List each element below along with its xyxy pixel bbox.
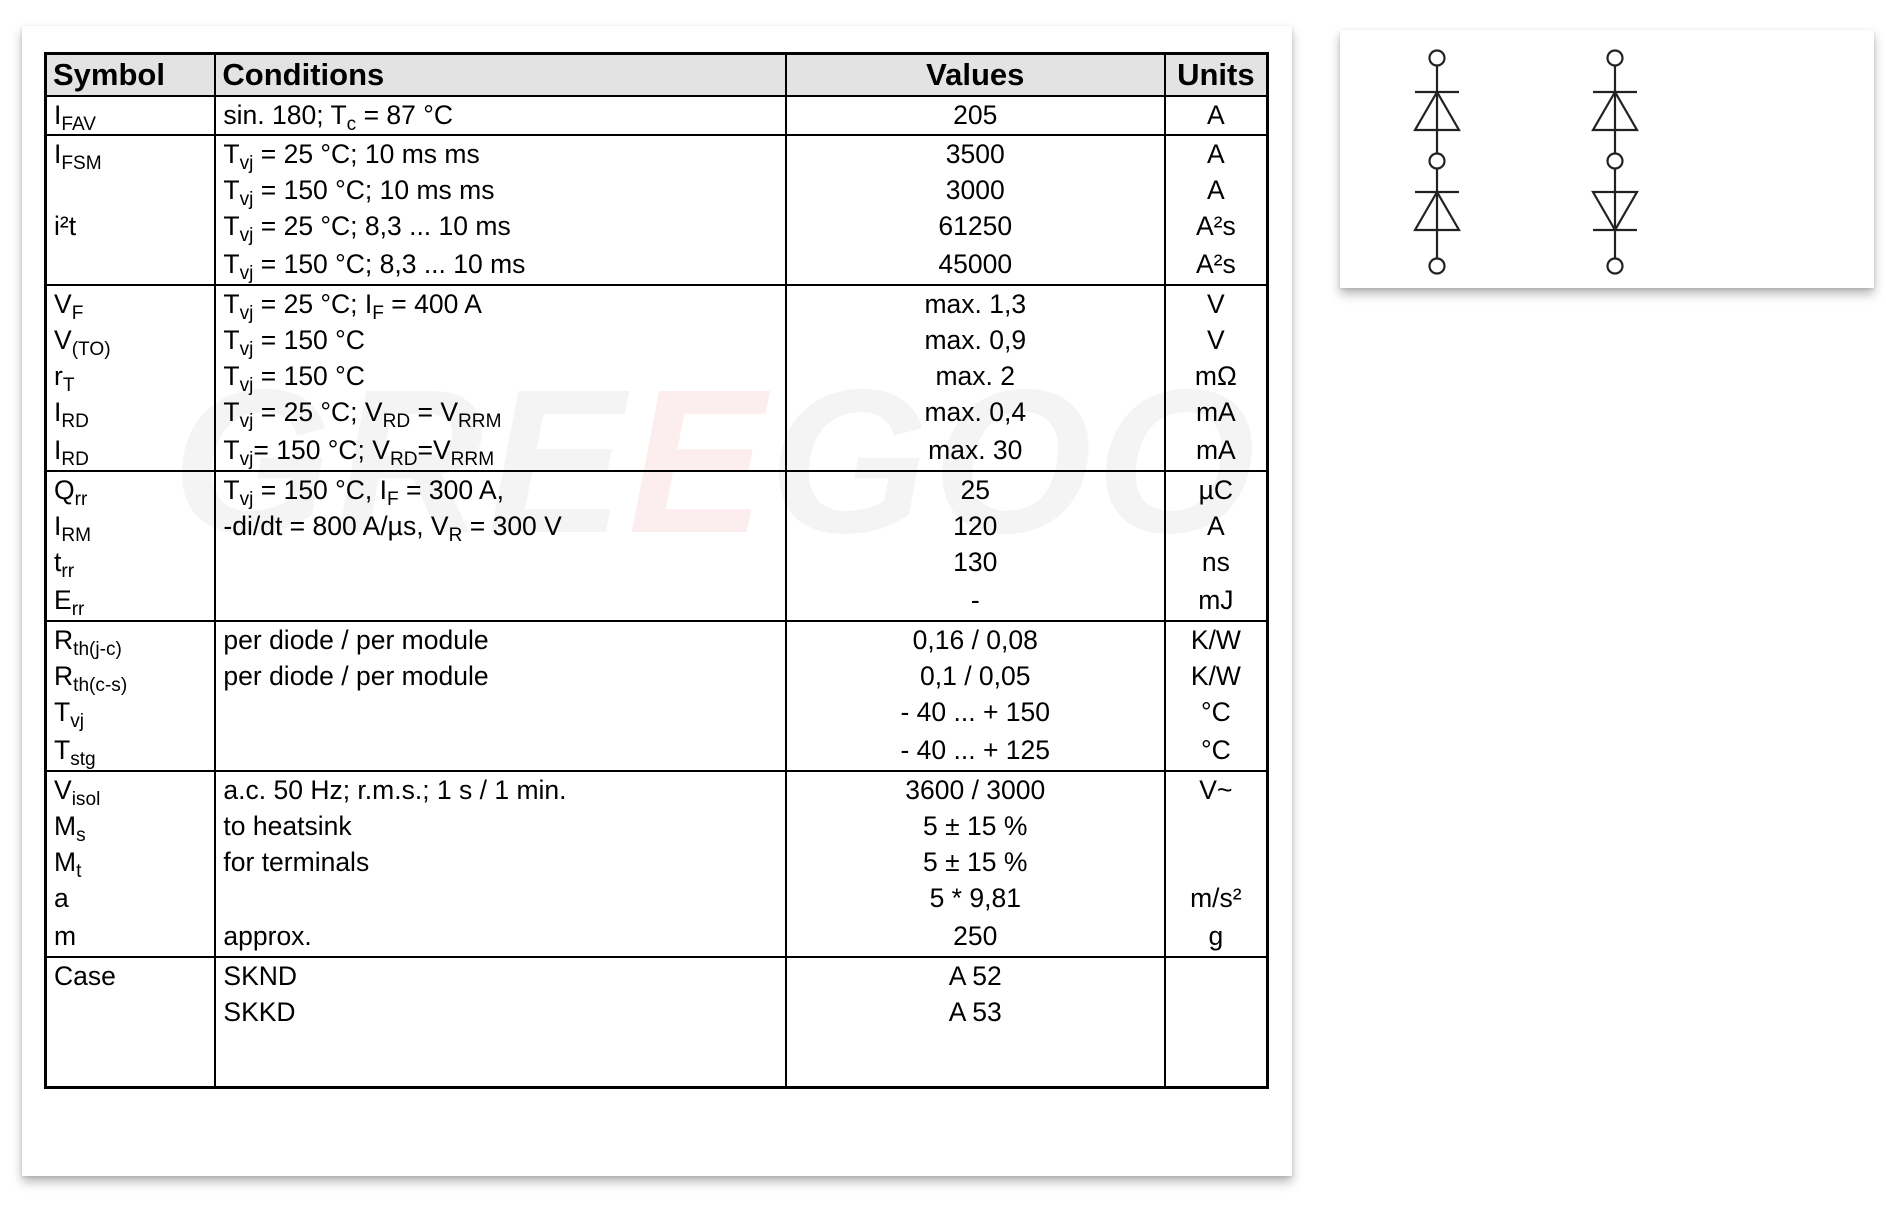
conditions-cell	[215, 471, 785, 621]
units-cell	[1165, 957, 1268, 1088]
table-row	[46, 957, 1268, 1088]
condition-text: = 150 °C; V	[253, 435, 390, 465]
symbol-main: a	[54, 883, 69, 913]
condition-text: approx.	[223, 921, 312, 951]
datasheet-table-card	[22, 26, 1292, 1176]
unit-text: A	[1207, 139, 1225, 169]
symbol-main: M	[54, 847, 77, 877]
conditions-cell	[215, 621, 785, 771]
units-cell	[1165, 621, 1268, 771]
condition-text: T	[223, 175, 240, 205]
value-text: 5 ± 15 %	[923, 811, 1028, 841]
symbol-subscript: rr	[61, 561, 75, 583]
condition-text: sin. 180; T	[223, 100, 347, 130]
condition-text: per diode / per module	[223, 661, 489, 691]
terminal-icon	[1430, 51, 1445, 66]
unit-text: V~	[1199, 775, 1233, 805]
unit-text: µC	[1198, 475, 1234, 505]
symbol-subscript: s	[76, 825, 86, 847]
condition-subscript: RD	[389, 449, 418, 471]
table-row	[46, 771, 1268, 957]
unit-text: mA	[1195, 435, 1236, 465]
symbol-main: T	[54, 697, 71, 727]
values-cell	[786, 135, 1165, 285]
condition-text: = 25 °C; 8,3 ... 10 ms	[253, 211, 511, 241]
symbol-main: Case	[54, 961, 116, 991]
value-text: 130	[953, 547, 998, 577]
value-text: -	[970, 585, 980, 615]
value-text: 0,1 / 0,05	[920, 661, 1031, 691]
symbol-main: r	[54, 361, 63, 391]
condition-text: T	[223, 249, 240, 279]
terminal-icon	[1608, 51, 1623, 66]
condition-subscript: RRM	[458, 411, 502, 433]
symbol-cell	[46, 285, 216, 471]
unit-text: mJ	[1198, 585, 1234, 615]
condition-subscript: vj	[239, 225, 254, 247]
symbol-main: m	[54, 921, 77, 951]
condition-text: = V	[410, 397, 459, 427]
units-cell	[1165, 285, 1268, 471]
condition-subscript: vj	[239, 339, 254, 361]
terminal-icon	[1608, 154, 1623, 169]
unit-text: mΩ	[1194, 361, 1237, 391]
condition-text: T	[223, 325, 240, 355]
units-cell	[1165, 135, 1268, 285]
units-cell	[1165, 771, 1268, 957]
values-cell	[786, 96, 1165, 135]
symbol-subscript: FSM	[61, 153, 102, 175]
value-text: 3000	[945, 175, 1005, 205]
condition-subscript: vj	[239, 263, 254, 285]
circuit-diagram-card	[1340, 30, 1874, 288]
symbol-cell	[46, 621, 216, 771]
condition-text: T	[223, 211, 240, 241]
condition-text: = 300 A,	[398, 475, 504, 505]
condition-text: = 25 °C; V	[253, 397, 383, 427]
symbol-subscript: isol	[71, 789, 101, 811]
condition-text: T	[223, 475, 240, 505]
symbol-subscript: RM	[61, 525, 92, 547]
unit-text: A	[1207, 511, 1225, 541]
symbol-main: T	[54, 735, 71, 765]
condition-text: = 400 A	[383, 289, 482, 319]
condition-text: T	[223, 361, 240, 391]
symbol-main: R	[54, 661, 74, 691]
terminal-icon	[1430, 259, 1445, 274]
symbol-main: V	[54, 289, 72, 319]
value-text: 5 * 9,81	[929, 883, 1021, 913]
condition-subscript: vj	[239, 153, 254, 175]
value-text: 45000	[938, 249, 1013, 279]
value-text: - 40 ... + 125	[900, 735, 1051, 765]
condition-text: = 150 °C	[253, 325, 365, 355]
symbol-main: I	[54, 139, 62, 169]
value-text: 250	[953, 921, 998, 951]
unit-text: mA	[1195, 397, 1236, 427]
condition-text: = 25 °C; 10 ms ms	[253, 139, 480, 169]
condition-text: for terminals	[223, 847, 370, 877]
symbol-main: R	[54, 625, 74, 655]
value-text: 0,16 / 0,08	[912, 625, 1038, 655]
unit-text: °C	[1200, 697, 1231, 727]
condition-text: per diode / per module	[223, 625, 489, 655]
terminal-icon	[1608, 259, 1623, 274]
value-text: max. 30	[928, 435, 1023, 465]
symbol-subscript: RD	[61, 449, 89, 471]
value-text: max. 0,4	[924, 397, 1027, 427]
value-text: A 53	[948, 997, 1002, 1027]
value-text: 120	[953, 511, 998, 541]
conditions-cell	[215, 135, 785, 285]
condition-subscript: RRM	[450, 449, 495, 471]
symbol-cell	[46, 135, 216, 285]
condition-text: T	[223, 139, 240, 169]
symbol-main: I	[54, 100, 62, 130]
condition-text: =V	[417, 435, 451, 465]
table-row	[46, 285, 1268, 471]
values-cell	[786, 771, 1165, 957]
table-row	[46, 621, 1268, 771]
value-text: 3500	[945, 139, 1005, 169]
symbol-main: E	[54, 585, 72, 615]
unit-text: K/W	[1190, 625, 1241, 655]
condition-subscript: vj	[239, 303, 254, 325]
symbol-main: Q	[54, 475, 75, 505]
table-row	[46, 96, 1268, 135]
value-text: 205	[953, 100, 998, 130]
symbol-main: I	[54, 511, 62, 541]
condition-subscript: vj	[239, 449, 254, 471]
conditions-cell	[215, 285, 785, 471]
symbol-main: I	[54, 397, 62, 427]
condition-text: a.c. 50 Hz; r.m.s.; 1 s / 1 min.	[223, 775, 567, 805]
unit-text: K/W	[1190, 661, 1241, 691]
symbol-subscript: rr	[71, 599, 85, 621]
unit-text: V	[1207, 289, 1225, 319]
symbol-subscript: vj	[70, 711, 84, 733]
condition-subscript: F	[386, 489, 399, 511]
unit-text: V	[1207, 325, 1225, 355]
table-body	[46, 96, 1268, 1088]
unit-text: A	[1207, 175, 1225, 205]
conditions-cell	[215, 96, 785, 135]
value-text: max. 2	[935, 361, 1016, 391]
conditions-cell	[215, 957, 785, 1088]
symbol-subscript: RD	[61, 411, 89, 433]
condition-text: = 150 °C; 8,3 ... 10 ms	[253, 249, 526, 279]
condition-text: SKND	[223, 961, 298, 991]
symbol-subscript: th(j-c)	[73, 639, 122, 661]
units-cell	[1165, 96, 1268, 135]
symbol-main: V	[54, 775, 72, 805]
condition-subscript: RD	[382, 411, 411, 433]
condition-text: -di/dt = 800 A/µs, V	[223, 511, 449, 541]
symbol-subscript: FAV	[61, 114, 97, 136]
value-text: 61250	[938, 211, 1013, 241]
unit-text: m/s²	[1190, 883, 1242, 913]
condition-text: = 150 °C	[253, 361, 365, 391]
condition-text: SKKD	[223, 997, 296, 1027]
value-text: max. 1,3	[924, 289, 1027, 319]
condition-text: = 150 °C, I	[253, 475, 387, 505]
unit-text: ns	[1201, 547, 1230, 577]
terminal-icon	[1430, 154, 1445, 169]
condition-text: T	[223, 435, 240, 465]
symbol-main: t	[54, 547, 62, 577]
watermark-logo: E	[628, 347, 769, 576]
condition-subscript: vj	[239, 189, 254, 211]
symbol-cell	[46, 957, 216, 1088]
values-cell	[786, 471, 1165, 621]
unit-text: A²s	[1195, 249, 1236, 279]
symbol-main: V	[54, 325, 72, 355]
condition-text: T	[223, 289, 240, 319]
values-cell	[786, 621, 1165, 771]
unit-text: A	[1207, 100, 1225, 130]
condition-subscript: vj	[239, 411, 254, 433]
symbol-cell	[46, 96, 216, 135]
condition-text: T	[223, 397, 240, 427]
condition-subscript: c	[346, 114, 357, 136]
condition-text: = 300 V	[462, 511, 562, 541]
symbol-subscript: (TO)	[71, 339, 111, 361]
unit-text: °C	[1200, 735, 1231, 765]
symbol-cell	[46, 471, 216, 621]
condition-subscript: F	[372, 303, 384, 325]
condition-text: to heatsink	[223, 811, 352, 841]
value-text: - 40 ... + 150	[900, 697, 1051, 727]
specifications-table	[44, 52, 1269, 1089]
table-row	[46, 135, 1268, 285]
symbol-main: i²t	[54, 211, 77, 241]
table-header-row	[46, 54, 1268, 97]
condition-text: = 25 °C; I	[253, 289, 373, 319]
value-text: A 52	[948, 961, 1002, 991]
header-units: Units	[1165, 54, 1268, 97]
conditions-cell	[215, 771, 785, 957]
circuit-diagram	[1340, 30, 1874, 288]
unit-text: A²s	[1195, 211, 1236, 241]
condition-subscript: R	[448, 525, 463, 547]
symbol-subscript: th(c-s)	[73, 675, 128, 697]
value-text: 3600 / 3000	[905, 775, 1046, 805]
condition-text: = 150 °C; 10 ms ms	[253, 175, 495, 205]
symbol-subscript: F	[71, 303, 84, 325]
header-values: Values	[786, 54, 1165, 97]
value-text: 5 ± 15 %	[923, 847, 1028, 877]
value-text: max. 0,9	[924, 325, 1027, 355]
value-text: 25	[960, 475, 990, 505]
symbol-subscript: stg	[70, 749, 96, 771]
table-row	[46, 471, 1268, 621]
values-cell	[786, 957, 1165, 1088]
unit-text: g	[1208, 921, 1224, 951]
symbol-subscript: T	[62, 375, 75, 397]
symbol-main: I	[54, 435, 62, 465]
condition-subscript: vj	[239, 375, 254, 397]
symbol-main: M	[54, 811, 77, 841]
symbol-cell	[46, 771, 216, 957]
units-cell	[1165, 471, 1268, 621]
condition-subscript: vj	[239, 489, 254, 511]
condition-text: = 87 °C	[356, 100, 453, 130]
header-conditions: Conditions	[215, 54, 785, 97]
values-cell	[786, 285, 1165, 471]
header-symbol: Symbol	[46, 54, 216, 97]
symbol-subscript: t	[76, 861, 82, 883]
symbol-subscript: rr	[74, 489, 88, 511]
